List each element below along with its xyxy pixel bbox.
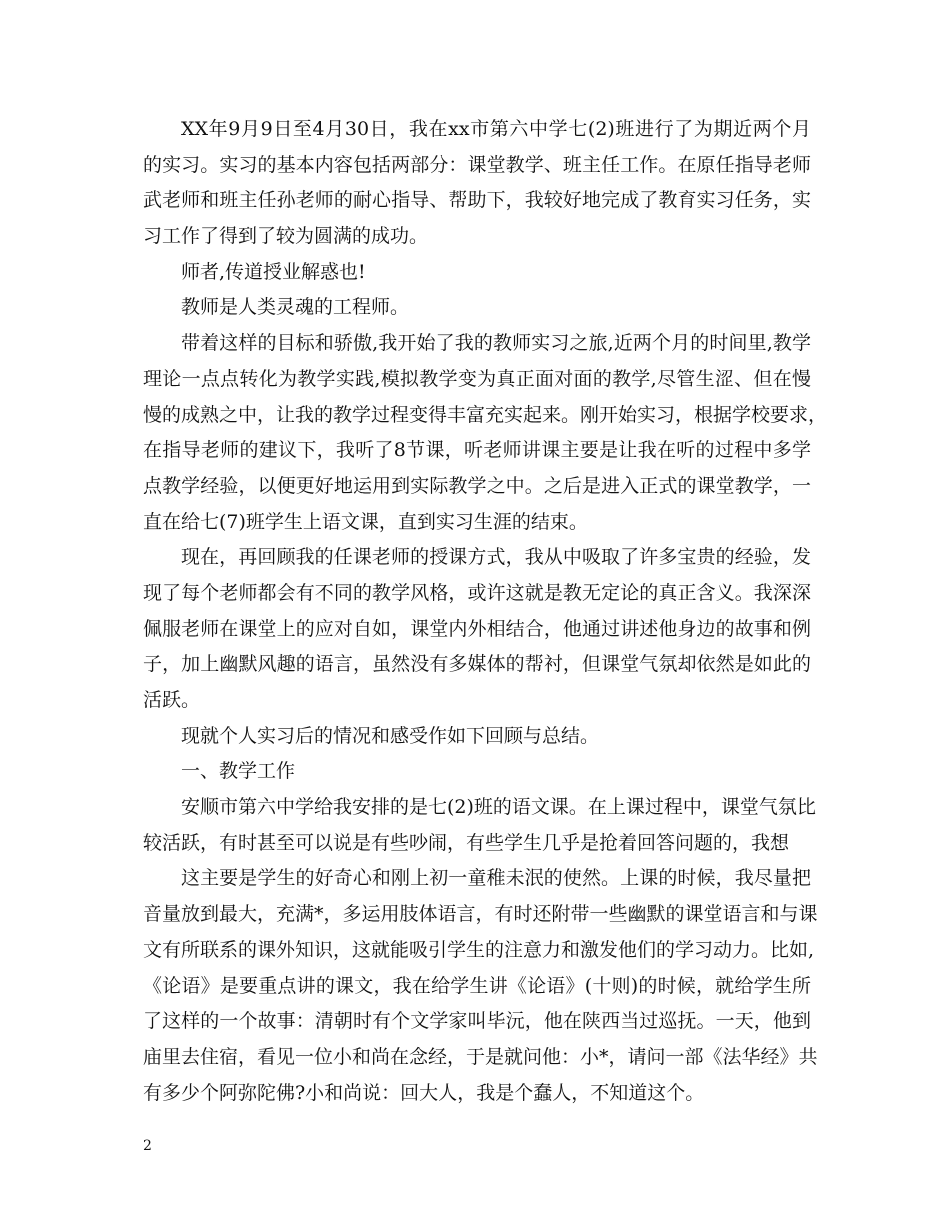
paragraph-line: XX年9月9日至4月30日，我在xx市第六中学七(2)班进行了为期近两个月 (181, 118, 811, 140)
paragraph-line: 教师是人类灵魂的工程师。 (181, 296, 410, 319)
paragraph-line: 有多少个阿弥陀佛?小和尚说：回大人，我是个蠢人，不知道这个。 (143, 1081, 705, 1104)
paragraph-line: 现就个人实习后的情况和感受作如下回顾与总结。 (181, 724, 600, 747)
paragraph-line: 直在给七(7)班学生上语文课，直到实习生涯的结束。 (143, 510, 588, 533)
section-heading: 一、教学工作 (181, 760, 296, 783)
paragraph-line: 这主要是学生的好奇心和刚上初一童稚未泯的使然。上课的时候，我尽量把 (181, 867, 811, 890)
paragraph-line: 文有所联系的课外知识，这就能吸引学生的注意力和激发他们的学习动力。比如, (143, 938, 815, 961)
paragraph-line: 带着这样的目标和骄傲,我开始了我的教师实习之旅,近两个月的时间里,教学 (181, 332, 811, 355)
paragraph-line: 较活跃，有时甚至可以说是有些吵闹，有些学生几乎是抢着回答问题的，我想 (143, 831, 790, 854)
paragraph-line: 佩服老师在课堂上的应对自如，课堂内外相结合，他通过讲述他身边的故事和例 (143, 617, 811, 640)
page-number: 2 (143, 1138, 152, 1154)
paragraph-line: 现在，再回顾我的任课老师的授课方式，我从中吸取了许多宝贵的经验，发 (181, 546, 811, 569)
paragraph-line: 了这样的一个故事：清朝时有个文学家叫毕沅，他在陕西当过巡抚。一天，他到 (143, 1010, 811, 1033)
paragraph-line: 庙里去住宿，看见一位小和尚在念经，于是就问他：小*，请问一部《法华经》共 (143, 1045, 818, 1068)
paragraph-line: 习工作了得到了较为圆满的成功。 (143, 225, 429, 248)
paragraph-line: 武老师和班主任孙老师的耐心指导、帮助下，我较好地完成了教育实习任务，实 (143, 189, 811, 212)
paragraph-line: 活跃。 (143, 689, 201, 711)
paragraph-line: 点教学经验，以便更好地运用到实际教学之中。之后是进入正式的课堂教学，一 (143, 474, 811, 497)
paragraph-line: 在指导老师的建议下，我听了8节课，听老师讲课主要是让我在听的过程中多学 (143, 439, 811, 462)
paragraph-line: 师者,传道授业解惑也! (181, 260, 366, 283)
body-text (143, 112, 828, 1111)
paragraph-line: 的实习。实习的基本内容包括两部分：课堂教学、班主任工作。在原任指导老师 (143, 153, 811, 176)
paragraph-line: 音量放到最大，充满*，多运用肢体语言，有时还附带一些幽默的课堂语言和与课 (143, 903, 818, 926)
paragraph-line: 慢的成熟之中，让我的教学过程变得丰富充实起来。刚开始实习，根据学校要求， (143, 403, 828, 426)
paragraph-line: 子，加上幽默风趣的语言，虽然没有多媒体的帮衬，但课堂气氛却依然是如此的 (143, 653, 811, 676)
paragraph-line: 理论一点点转化为教学实践,模拟教学变为真正面对面的教学,尽管生涩、但在慢 (143, 367, 811, 390)
paragraph-line: 现了每个老师都会有不同的教学风格，或许这就是教无定论的真正含义。我深深 (143, 581, 811, 604)
paragraph-line: 安顺市第六中学给我安排的是七(2)班的语文课。在上课过程中，课堂气氛比 (181, 796, 816, 819)
paragraph-line: 《论语》是要重点讲的课文，我在给学生讲《论语》(十则)的时候，就给学生所 (143, 974, 811, 997)
